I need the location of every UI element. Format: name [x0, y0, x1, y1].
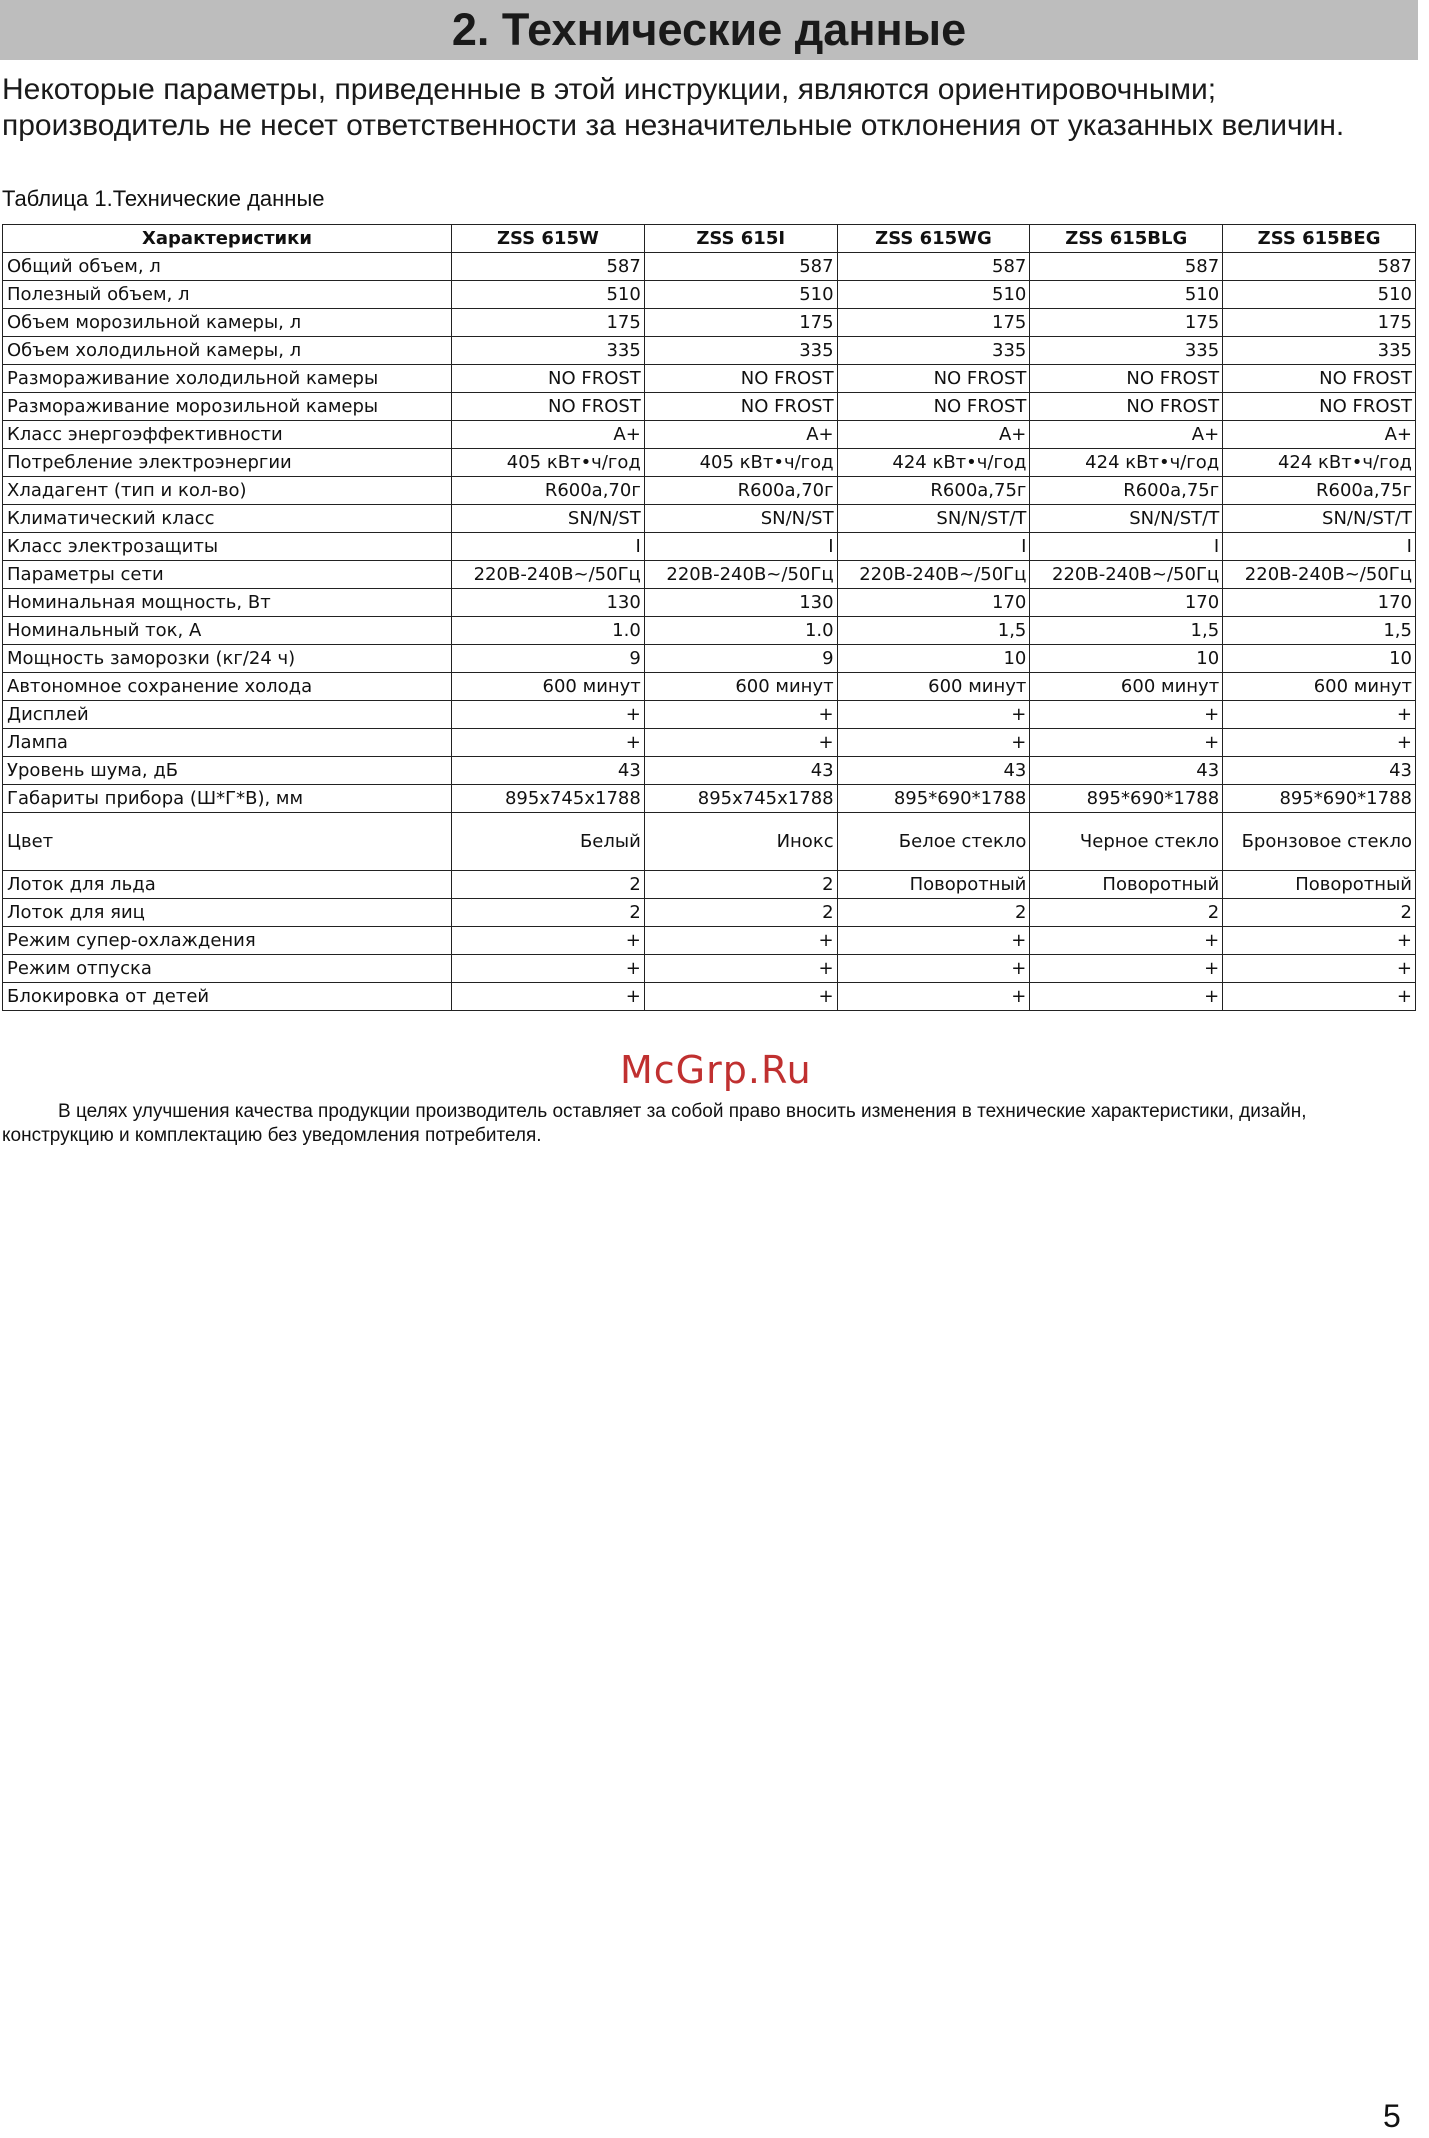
cell-value: 895*690*1788: [837, 785, 1030, 813]
cell-value: 424 кВт•ч/год: [1223, 449, 1416, 477]
cell-value: SN/N/ST/T: [1223, 505, 1416, 533]
table-row: [3, 393, 1416, 421]
cell-value: +: [1223, 927, 1416, 955]
cell-value: A+: [1223, 421, 1416, 449]
cell-value: Инокс: [644, 813, 837, 871]
cell-value: 130: [644, 589, 837, 617]
table-row: [3, 477, 1416, 505]
cell-value: 170: [837, 589, 1030, 617]
cell-value: A+: [644, 421, 837, 449]
cell-value: 1.0: [452, 617, 645, 645]
row-label: Класс электрозащиты: [3, 533, 452, 561]
cell-value: NO FROST: [1223, 365, 1416, 393]
cell-value: +: [644, 701, 837, 729]
row-label: Лоток для яиц: [3, 899, 452, 927]
cell-value: Бронзовое стекло: [1223, 813, 1416, 871]
cell-value: 335: [452, 337, 645, 365]
cell-value: R600a,75г: [1030, 477, 1223, 505]
cell-value: 43: [837, 757, 1030, 785]
cell-value: 335: [644, 337, 837, 365]
cell-value: +: [1223, 701, 1416, 729]
cell-value: +: [837, 983, 1030, 1011]
row-label: Общий объем, л: [3, 253, 452, 281]
cell-value: 335: [1030, 337, 1223, 365]
cell-value: 510: [452, 281, 645, 309]
cell-value: 43: [1223, 757, 1416, 785]
cell-value: SN/N/ST/T: [1030, 505, 1223, 533]
cell-value: +: [1223, 955, 1416, 983]
cell-value: 587: [1030, 253, 1223, 281]
cell-value: NO FROST: [452, 365, 645, 393]
cell-value: 175: [1223, 309, 1416, 337]
cell-value: 895*690*1788: [1030, 785, 1223, 813]
cell-value: Белый: [452, 813, 645, 871]
cell-value: 2: [837, 899, 1030, 927]
table-row: [3, 421, 1416, 449]
row-label: Климатический класс: [3, 505, 452, 533]
table-row: [3, 757, 1416, 785]
cell-value: 170: [1030, 589, 1223, 617]
cell-value: I: [1030, 533, 1223, 561]
cell-value: 9: [452, 645, 645, 673]
table-row: [3, 785, 1416, 813]
cell-value: 220В-240В~/50Гц: [644, 561, 837, 589]
cell-value: 220В-240В~/50Гц: [452, 561, 645, 589]
cell-value: I: [452, 533, 645, 561]
cell-value: I: [644, 533, 837, 561]
cell-value: 424 кВт•ч/год: [837, 449, 1030, 477]
cell-value: 405 кВт•ч/год: [452, 449, 645, 477]
cell-value: R600a,75г: [837, 477, 1030, 505]
cell-value: +: [1223, 983, 1416, 1011]
row-label: Автономное сохранение холода: [3, 673, 452, 701]
cell-value: 130: [452, 589, 645, 617]
row-label: Параметры сети: [3, 561, 452, 589]
page-title: 2. Технические данные: [451, 4, 967, 55]
table-row: [3, 337, 1416, 365]
watermark: McGrp.Ru: [620, 1048, 812, 1092]
cell-value: +: [1030, 701, 1223, 729]
cell-value: Поворотный: [1030, 871, 1223, 899]
cell-value: +: [644, 729, 837, 757]
cell-value: +: [1030, 927, 1223, 955]
row-label: Габариты прибора (Ш*Г*В), мм: [3, 785, 452, 813]
table-body: [3, 253, 1416, 1011]
table-row: [3, 871, 1416, 899]
table-row: [3, 899, 1416, 927]
table-row: [3, 701, 1416, 729]
cell-value: +: [1223, 729, 1416, 757]
row-label: Лампа: [3, 729, 452, 757]
cell-value: +: [644, 927, 837, 955]
cell-value: +: [1030, 983, 1223, 1011]
cell-value: +: [644, 955, 837, 983]
cell-value: Белое стекло: [837, 813, 1030, 871]
row-label: Объем морозильной камеры, л: [3, 309, 452, 337]
cell-value: NO FROST: [1223, 393, 1416, 421]
cell-value: Поворотный: [1223, 871, 1416, 899]
row-label: Размораживание холодильной камеры: [3, 365, 452, 393]
cell-value: 600 минут: [452, 673, 645, 701]
cell-value: 43: [452, 757, 645, 785]
cell-value: +: [452, 927, 645, 955]
cell-value: NO FROST: [837, 365, 1030, 393]
row-label: Дисплей: [3, 701, 452, 729]
cell-value: 1,5: [1223, 617, 1416, 645]
table-row: [3, 281, 1416, 309]
table-row: [3, 309, 1416, 337]
row-label: Размораживание морозильной камеры: [3, 393, 452, 421]
cell-value: R600a,75г: [1223, 477, 1416, 505]
table-row: [3, 645, 1416, 673]
row-label: Уровень шума, дБ: [3, 757, 452, 785]
cell-value: R600a,70г: [452, 477, 645, 505]
row-label: Режим отпуска: [3, 955, 452, 983]
cell-value: Поворотный: [837, 871, 1030, 899]
table-row: [3, 617, 1416, 645]
cell-value: 587: [644, 253, 837, 281]
cell-value: 175: [644, 309, 837, 337]
cell-value: 175: [837, 309, 1030, 337]
cell-value: A+: [452, 421, 645, 449]
cell-value: 510: [837, 281, 1030, 309]
cell-value: 895x745x1788: [644, 785, 837, 813]
cell-value: 175: [1030, 309, 1223, 337]
table-header-row: [3, 225, 1416, 253]
cell-value: 2: [1223, 899, 1416, 927]
table-row: [3, 365, 1416, 393]
cell-value: +: [837, 927, 1030, 955]
cell-value: 2: [1030, 899, 1223, 927]
table-row: [3, 449, 1416, 477]
cell-value: 335: [837, 337, 1030, 365]
cell-value: 175: [452, 309, 645, 337]
table-row: [3, 561, 1416, 589]
cell-value: SN/N/ST: [452, 505, 645, 533]
cell-value: +: [837, 729, 1030, 757]
cell-value: A+: [1030, 421, 1223, 449]
cell-value: 510: [1030, 281, 1223, 309]
cell-value: NO FROST: [452, 393, 645, 421]
cell-value: 587: [837, 253, 1030, 281]
cell-value: 2: [644, 871, 837, 899]
cell-value: 9: [644, 645, 837, 673]
table-row: [3, 533, 1416, 561]
cell-value: NO FROST: [644, 365, 837, 393]
row-label: Номинальная мощность, Вт: [3, 589, 452, 617]
cell-value: NO FROST: [837, 393, 1030, 421]
cell-value: 10: [1223, 645, 1416, 673]
cell-value: I: [1223, 533, 1416, 561]
table-row: [3, 253, 1416, 281]
column-header-characteristics: Характеристики: [3, 225, 452, 253]
cell-value: 220В-240В~/50Гц: [1223, 561, 1416, 589]
cell-value: SN/N/ST: [644, 505, 837, 533]
cell-value: 1,5: [1030, 617, 1223, 645]
cell-value: 587: [452, 253, 645, 281]
cell-value: 220В-240В~/50Гц: [837, 561, 1030, 589]
table-row: [3, 927, 1416, 955]
column-header-model: ZSS 615BEG: [1223, 225, 1416, 253]
spec-table: [2, 224, 1416, 1011]
cell-value: 895x745x1788: [452, 785, 645, 813]
row-label: Мощность заморозки (кг/24 ч): [3, 645, 452, 673]
table-row: [3, 813, 1416, 871]
cell-value: 587: [1223, 253, 1416, 281]
cell-value: 895*690*1788: [1223, 785, 1416, 813]
cell-value: 2: [452, 899, 645, 927]
table-caption: Таблица 1.Технические данные: [2, 186, 325, 211]
row-label: Блокировка от детей: [3, 983, 452, 1011]
cell-value: NO FROST: [1030, 365, 1223, 393]
cell-value: 600 минут: [644, 673, 837, 701]
cell-value: 2: [644, 899, 837, 927]
column-header-model: ZSS 615WG: [837, 225, 1030, 253]
cell-value: SN/N/ST/T: [837, 505, 1030, 533]
cell-value: 600 минут: [837, 673, 1030, 701]
table-row: [3, 955, 1416, 983]
cell-value: 220В-240В~/50Гц: [1030, 561, 1223, 589]
cell-value: +: [452, 955, 645, 983]
cell-value: 10: [1030, 645, 1223, 673]
cell-value: 1.0: [644, 617, 837, 645]
cell-value: 600 минут: [1030, 673, 1223, 701]
cell-value: NO FROST: [1030, 393, 1223, 421]
table-row: [3, 983, 1416, 1011]
row-label: Режим супер-охлаждения: [3, 927, 452, 955]
cell-value: 43: [1030, 757, 1223, 785]
column-header-model: ZSS 615W: [452, 225, 645, 253]
cell-value: NO FROST: [644, 393, 837, 421]
table-row: [3, 729, 1416, 757]
row-label: Объем холодильной камеры, л: [3, 337, 452, 365]
cell-value: 335: [1223, 337, 1416, 365]
cell-value: Черное стекло: [1030, 813, 1223, 871]
cell-value: +: [452, 983, 645, 1011]
cell-value: 424 кВт•ч/год: [1030, 449, 1223, 477]
row-label: Класс энергоэффективности: [3, 421, 452, 449]
cell-value: +: [837, 955, 1030, 983]
column-header-model: ZSS 615I: [644, 225, 837, 253]
cell-value: A+: [837, 421, 1030, 449]
cell-value: 10: [837, 645, 1030, 673]
cell-value: 405 кВт•ч/год: [644, 449, 837, 477]
cell-value: +: [837, 701, 1030, 729]
cell-value: 510: [1223, 281, 1416, 309]
cell-value: +: [644, 983, 837, 1011]
cell-value: +: [1030, 729, 1223, 757]
row-label: Хладагент (тип и кол-во): [3, 477, 452, 505]
cell-value: +: [1030, 955, 1223, 983]
cell-value: 600 минут: [1223, 673, 1416, 701]
cell-value: +: [452, 701, 645, 729]
cell-value: 1,5: [837, 617, 1030, 645]
footnote: В целях улучшения качества продукции производитель оставляет за собой право вносить изменения в технические характеристики, дизайн, конструкцию и комплектацию без уведомления потребителя.: [2, 1101, 1307, 1146]
row-label: Потребление электроэнергии: [3, 449, 452, 477]
cell-value: +: [452, 729, 645, 757]
row-label: Лоток для льда: [3, 871, 452, 899]
column-header-model: ZSS 615BLG: [1030, 225, 1223, 253]
cell-value: 43: [644, 757, 837, 785]
table-row: [3, 673, 1416, 701]
row-label: Цвет: [3, 813, 452, 871]
cell-value: 170: [1223, 589, 1416, 617]
table-row: [3, 505, 1416, 533]
cell-value: I: [837, 533, 1030, 561]
section-title-bar: [0, 0, 1418, 60]
row-label: Полезный объем, л: [3, 281, 452, 309]
cell-value: 2: [452, 871, 645, 899]
cell-value: 510: [644, 281, 837, 309]
page-number: 5: [1383, 2098, 1401, 2134]
table-row: [3, 589, 1416, 617]
cell-value: R600a,70г: [644, 477, 837, 505]
intro-paragraph: Некоторые параметры, приведенные в этой инструкции, являются ориентировочными; производитель не несет ответственности за незначительные отклонения от указанных величин.: [2, 73, 1345, 142]
row-label: Номинальный ток, А: [3, 617, 452, 645]
